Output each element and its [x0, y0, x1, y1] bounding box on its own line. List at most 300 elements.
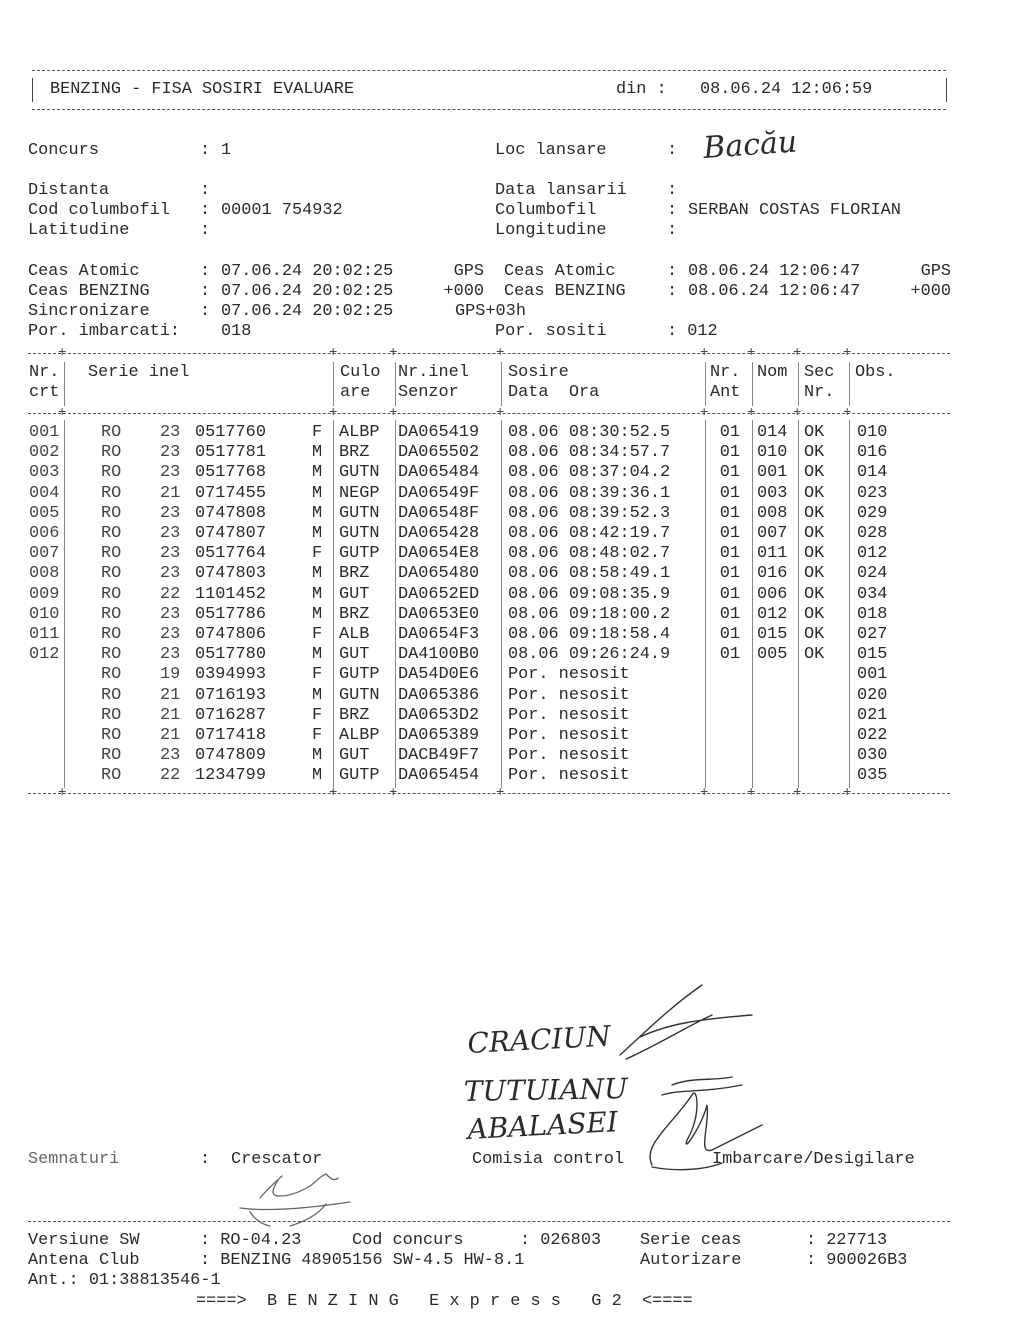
row-obs: 027: [857, 625, 888, 644]
row-nom: 001: [757, 463, 788, 483]
row-sensor: DA065484: [398, 463, 480, 483]
row-sensor: DA0654E8: [398, 544, 480, 564]
row-country: RO: [101, 766, 122, 786]
row-sex: M: [312, 524, 323, 543]
comisia-control-label: Comisia control: [472, 1150, 625, 1169]
column-divider: [395, 362, 396, 406]
row-obs: 015: [857, 645, 888, 665]
row-nom: 010: [757, 443, 788, 463]
column-junction-mark: +: [747, 405, 756, 421]
row-year: 23: [160, 443, 181, 463]
row-ant: 01: [719, 423, 740, 442]
header-sosire-line1: Sosire: [508, 363, 569, 382]
row-nr: 005: [29, 503, 60, 523]
clock-right-sep: :: [667, 262, 678, 281]
row-obs: 018: [857, 604, 888, 624]
signature-name-2: TUTUIANU: [463, 1072, 629, 1108]
row-country: RO: [101, 705, 122, 725]
row-obs: 030: [857, 746, 888, 766]
row-ant: 01: [719, 443, 740, 463]
row-year: 23: [160, 625, 181, 644]
row-obs: 010: [857, 423, 888, 442]
row-color: GUTN: [339, 524, 380, 543]
row-sec: OK: [804, 443, 825, 463]
header-sec-line1: Sec: [804, 363, 835, 382]
column-junction-mark: +: [843, 345, 852, 361]
row-sex: M: [312, 685, 323, 705]
row-sec: OK: [804, 423, 825, 442]
loc-lansare-sep: :: [667, 141, 678, 160]
clock-left-sep: :: [200, 282, 211, 302]
imbarcare-desigilare-label: Imbarcare/Desigilare: [712, 1150, 915, 1169]
row-sensor: DA0653E0: [398, 604, 480, 624]
latitudine-sep: :: [200, 221, 211, 240]
versiune-sw-label: Versiune SW: [28, 1231, 140, 1250]
row-obs: 034: [857, 584, 888, 604]
row-year: 23: [160, 423, 181, 442]
document-title: BENZING - FISA SOSIRI EVALUARE: [50, 80, 355, 99]
column-junction-mark: +: [793, 405, 802, 421]
row-sex: M: [312, 645, 323, 665]
row-sec: OK: [804, 625, 825, 644]
row-arrival: 08.06 08:48:02.7: [508, 544, 671, 564]
autorizare-value: : 900026B3: [806, 1251, 908, 1270]
header-nom-line1: Nom: [757, 363, 788, 382]
row-ring: 0716287: [195, 705, 266, 725]
row-country: RO: [101, 443, 122, 463]
row-nr: 002: [29, 443, 60, 463]
column-junction-mark: +: [389, 345, 398, 361]
row-arrival: Por. nesosit: [508, 766, 630, 786]
clock-right-suffix: GPS: [920, 262, 951, 281]
signature-strokes: [620, 985, 762, 1170]
row-sec: OK: [804, 584, 825, 604]
row-color: GUTP: [339, 665, 380, 685]
signatures-sep: :: [200, 1150, 211, 1169]
column-divider: [501, 420, 502, 788]
row-nom: 003: [757, 483, 788, 503]
column-junction-mark: +: [700, 345, 709, 361]
column-divider: [752, 420, 753, 788]
row-sensor: DA0652ED: [398, 584, 480, 604]
row-sec: OK: [804, 463, 825, 483]
serie-ceas-label: Serie ceas: [640, 1231, 742, 1250]
row-arrival: 08.06 08:39:36.1: [508, 483, 671, 503]
row-country: RO: [101, 524, 122, 543]
row-ant: 01: [719, 463, 740, 483]
row-color: GUTP: [339, 544, 380, 564]
header-culoare-line1: Culo: [340, 363, 381, 382]
row-sensor: DA065502: [398, 443, 480, 463]
clock-left-value: 07.06.24 20:02:25: [221, 262, 394, 281]
row-year: 23: [160, 746, 181, 766]
row-arrival: Por. nesosit: [508, 726, 630, 745]
row-country: RO: [101, 645, 122, 665]
row-ant: 01: [719, 483, 740, 503]
column-junction-mark: +: [58, 345, 67, 361]
table-header-top-rule: [28, 353, 950, 354]
row-country: RO: [101, 483, 122, 503]
clock-left-label: Ceas Atomic: [28, 262, 140, 281]
column-divider: [798, 420, 799, 788]
concurs-label: Concurs: [28, 141, 99, 160]
data-lansarii-sep: :: [667, 181, 678, 200]
row-color: BRZ: [339, 564, 370, 584]
row-sensor: DACB49F7: [398, 746, 480, 766]
column-divider: [501, 362, 502, 406]
row-sensor: DA06549F: [398, 483, 480, 503]
column-junction-mark: +: [58, 784, 67, 801]
column-divider: [333, 420, 334, 788]
row-country: RO: [101, 685, 122, 705]
row-nr: 009: [29, 584, 60, 604]
row-color: ALBP: [339, 423, 380, 442]
row-color: GUTN: [339, 685, 380, 705]
row-nr: 012: [29, 645, 60, 665]
columbofil-sep: :: [667, 201, 678, 220]
footer-rule: [28, 1221, 950, 1222]
row-color: GUT: [339, 645, 370, 665]
row-nr: 006: [29, 524, 60, 543]
header-obs-line1: Obs.: [855, 363, 896, 382]
row-obs: 012: [857, 544, 888, 564]
cod-concurs-label: Cod concurs: [352, 1231, 464, 1250]
por-sositi-label: Por. sositi: [495, 322, 607, 341]
cod-concurs-value: : 026803: [520, 1231, 602, 1250]
row-country: RO: [101, 665, 122, 685]
row-sex: M: [312, 483, 323, 503]
row-sensor: DA065386: [398, 685, 480, 705]
row-color: BRZ: [339, 604, 370, 624]
row-arrival: 08.06 08:58:49.1: [508, 564, 671, 584]
row-arrival: Por. nesosit: [508, 705, 630, 725]
row-sensor: DA54D0E6: [398, 665, 480, 685]
clock-left-label: Ceas BENZING: [28, 282, 150, 302]
row-arrival: Por. nesosit: [508, 685, 630, 705]
row-sex: M: [312, 463, 323, 483]
header-senzor-line1: Nr.inel: [398, 363, 469, 382]
row-sensor: DA065454: [398, 766, 480, 786]
column-junction-mark: +: [496, 405, 505, 421]
row-ring: 0747803: [195, 564, 266, 584]
crescator-label: Crescator: [231, 1150, 323, 1169]
table-header-bottom-rule: [28, 413, 950, 414]
clock-right-label: Ceas BENZING: [504, 282, 626, 302]
clock-left-label: Sincronizare: [28, 302, 150, 322]
por-imbarcati-value: 018: [221, 322, 252, 341]
row-color: ALB: [339, 625, 370, 644]
row-sensor: DA0653D2: [398, 705, 480, 725]
row-ring: 1234799: [195, 766, 266, 786]
clock-left-sep: :: [200, 302, 211, 322]
row-sensor: DA4100B0: [398, 645, 480, 665]
commission-signatures: [440, 975, 780, 1170]
row-arrival: 08.06 09:08:35.9: [508, 584, 671, 604]
row-country: RO: [101, 604, 122, 624]
row-nr: 004: [29, 483, 60, 503]
signatures-label: Semnaturi: [28, 1150, 120, 1169]
row-arrival: Por. nesosit: [508, 665, 630, 685]
row-obs: 001: [857, 665, 888, 685]
latitudine-label: Latitudine: [28, 221, 130, 240]
row-obs: 016: [857, 443, 888, 463]
column-junction-mark: +: [329, 405, 338, 421]
header-nr-line1: Nr.: [29, 363, 60, 382]
longitudine-sep: :: [667, 221, 678, 240]
column-junction-mark: +: [793, 784, 802, 801]
versiune-sw-value: : RO-04.23: [200, 1231, 302, 1250]
antenna-id-line: Ant.: 01:38813546-1: [28, 1271, 221, 1290]
column-junction-mark: +: [747, 784, 756, 801]
serie-ceas-value: : 227713: [806, 1231, 888, 1250]
row-color: GUTP: [339, 766, 380, 786]
row-ring: 0747806: [195, 625, 266, 644]
row-sex: F: [312, 625, 323, 644]
cod-columbofil-value: 00001 754932: [221, 201, 343, 220]
row-color: GUTN: [339, 463, 380, 483]
row-color: GUT: [339, 746, 370, 766]
row-ant: 01: [719, 564, 740, 584]
cod-columbofil-label: Cod columbofil: [28, 201, 170, 220]
row-color: GUT: [339, 584, 370, 604]
column-divider: [64, 362, 65, 406]
row-obs: 022: [857, 726, 888, 745]
row-sensor: DA065480: [398, 564, 480, 584]
row-sensor: DA065428: [398, 524, 480, 543]
row-sex: M: [312, 503, 323, 523]
row-nom: 014: [757, 423, 788, 442]
row-nr: 008: [29, 564, 60, 584]
row-arrival: 08.06 09:26:24.9: [508, 645, 671, 665]
header-ant-line2: Ant: [710, 383, 741, 402]
brand-line: ====> B E N Z I N G E x p r e s s G 2 <====: [196, 1292, 693, 1311]
row-sensor: DA06548F: [398, 503, 480, 523]
clock-right-suffix: +000: [910, 282, 951, 302]
row-nom: 006: [757, 584, 788, 604]
row-arrival: 08.06 08:34:57.7: [508, 443, 671, 463]
header-sosire-line2: Data Ora: [508, 383, 600, 402]
row-sex: M: [312, 604, 323, 624]
row-obs: 028: [857, 524, 888, 543]
row-country: RO: [101, 503, 122, 523]
data-lansarii-label: Data lansarii: [495, 181, 627, 200]
row-sec: OK: [804, 604, 825, 624]
column-junction-mark: +: [700, 405, 709, 421]
row-country: RO: [101, 544, 122, 564]
clock-left-suffix: GPS+03h: [455, 302, 526, 322]
loc-lansare-label: Loc lansare: [495, 141, 607, 160]
row-nom: 015: [757, 625, 788, 644]
column-junction-mark: +: [843, 405, 852, 421]
antena-club-label: Antena Club: [28, 1251, 140, 1270]
column-divider: [798, 362, 799, 406]
row-ring: 0716193: [195, 685, 266, 705]
printed-date-label: din :: [616, 80, 667, 99]
row-year: 19: [160, 665, 181, 685]
column-junction-mark: +: [389, 405, 398, 421]
row-ring: 0517768: [195, 463, 266, 483]
column-junction-mark: +: [700, 784, 709, 801]
row-arrival: 08.06 08:42:19.7: [508, 524, 671, 543]
header-serie-line1: Serie inel: [88, 363, 190, 382]
row-ant: 01: [719, 544, 740, 564]
header-sec-line2: Nr.: [804, 383, 835, 402]
row-year: 22: [160, 766, 181, 786]
row-nr: 001: [29, 423, 60, 442]
header-top-rule: [32, 70, 946, 71]
row-color: BRZ: [339, 705, 370, 725]
header-culoare-line2: are: [340, 383, 371, 402]
row-arrival: 08.06 08:37:04.2: [508, 463, 671, 483]
autorizare-label: Autorizare: [640, 1251, 742, 1270]
row-sensor: DA0654F3: [398, 625, 480, 644]
row-obs: 029: [857, 503, 888, 523]
row-year: 23: [160, 564, 181, 584]
row-ant: 01: [719, 625, 740, 644]
row-ring: 0747809: [195, 746, 266, 766]
columbofil-value: SERBAN COSTAS FLORIAN: [688, 201, 901, 220]
row-country: RO: [101, 746, 122, 766]
longitudine-label: Longitudine: [495, 221, 607, 240]
row-ant: 01: [719, 584, 740, 604]
antena-club-value: : BENZING 48905156 SW-4.5 HW-8.1: [200, 1251, 525, 1270]
row-color: NEGP: [339, 483, 380, 503]
row-sex: M: [312, 584, 323, 604]
column-divider: [849, 420, 850, 788]
header-right-border: [946, 78, 947, 102]
row-year: 23: [160, 604, 181, 624]
header-senzor-line2: Senzor: [398, 383, 459, 402]
signature-name-1: CRACIUN: [466, 1019, 612, 1060]
row-obs: 014: [857, 463, 888, 483]
row-obs: 024: [857, 564, 888, 584]
breeder-signature: [230, 1168, 370, 1228]
row-ring: 0517780: [195, 645, 266, 665]
row-sensor: DA065389: [398, 726, 480, 745]
concurs-value: 1: [221, 141, 232, 160]
row-ant: 01: [719, 524, 740, 543]
row-ring: 0747807: [195, 524, 266, 543]
row-sex: F: [312, 665, 323, 685]
row-color: BRZ: [339, 443, 370, 463]
row-year: 21: [160, 685, 181, 705]
cod-columbofil-sep: :: [200, 201, 211, 220]
row-nom: 007: [757, 524, 788, 543]
row-nr: 007: [29, 544, 60, 564]
row-country: RO: [101, 584, 122, 604]
clock-left-suffix: +000: [443, 282, 484, 302]
row-year: 23: [160, 463, 181, 483]
row-year: 23: [160, 544, 181, 564]
row-sex: M: [312, 443, 323, 463]
por-sositi-value: : 012: [667, 322, 718, 341]
table-bottom-rule: [28, 793, 950, 794]
row-nom: 011: [757, 544, 788, 564]
column-junction-mark: +: [496, 784, 505, 801]
row-obs: 023: [857, 483, 888, 503]
row-nr: 010: [29, 604, 60, 624]
row-obs: 020: [857, 685, 888, 705]
clock-left-sep: :: [200, 262, 211, 281]
row-year: 21: [160, 705, 181, 725]
columbofil-label: Columbofil: [495, 201, 597, 220]
row-sex: F: [312, 705, 323, 725]
row-nom: 008: [757, 503, 788, 523]
column-junction-mark: +: [793, 345, 802, 361]
row-ring: 0717455: [195, 483, 266, 503]
row-ring: 1101452: [195, 584, 266, 604]
row-year: 23: [160, 645, 181, 665]
clock-right-value: 08.06.24 12:06:47: [688, 282, 861, 302]
row-sex: M: [312, 746, 323, 766]
column-junction-mark: +: [843, 784, 852, 801]
row-ant: 01: [719, 503, 740, 523]
row-ring: 0517760: [195, 423, 266, 442]
row-ring: 0747808: [195, 503, 266, 523]
row-sex: F: [312, 544, 323, 564]
column-junction-mark: +: [389, 784, 398, 801]
loc-lansare-value-text: Bacău: [702, 124, 799, 166]
column-junction-mark: +: [329, 345, 338, 361]
row-obs: 021: [857, 705, 888, 725]
column-junction-mark: +: [747, 345, 756, 361]
row-color: ALBP: [339, 726, 380, 745]
row-obs: 035: [857, 766, 888, 786]
row-arrival: Por. nesosit: [508, 746, 630, 766]
row-sec: OK: [804, 645, 825, 665]
row-color: GUTN: [339, 503, 380, 523]
clock-right-sep: :: [667, 282, 678, 302]
header-bottom-rule: [32, 109, 946, 110]
row-nom: 016: [757, 564, 788, 584]
distanta-sep: :: [200, 181, 211, 200]
column-divider: [395, 420, 396, 788]
header-left-border: [32, 78, 33, 102]
row-arrival: 08.06 09:18:00.2: [508, 604, 671, 624]
row-nom: 012: [757, 604, 788, 624]
column-junction-mark: +: [58, 405, 67, 421]
row-sensor: DA065419: [398, 423, 480, 442]
signature-name-3: ABALASEI: [466, 1105, 619, 1146]
row-year: 21: [160, 726, 181, 745]
row-country: RO: [101, 564, 122, 584]
column-junction-mark: +: [329, 784, 338, 801]
row-arrival: 08.06 08:30:52.5: [508, 423, 671, 442]
row-year: 23: [160, 524, 181, 543]
row-year: 21: [160, 483, 181, 503]
column-divider: [705, 362, 706, 406]
row-ring: 0517786: [195, 604, 266, 624]
row-country: RO: [101, 423, 122, 442]
column-junction-mark: +: [496, 345, 505, 361]
column-divider: [64, 420, 65, 788]
row-sec: OK: [804, 503, 825, 523]
row-sec: OK: [804, 524, 825, 543]
row-arrival: 08.06 09:18:58.4: [508, 625, 671, 644]
row-country: RO: [101, 625, 122, 644]
row-sex: M: [312, 564, 323, 584]
por-imbarcati-label: Por. imbarcati:: [28, 322, 181, 341]
concurs-sep: :: [200, 141, 211, 160]
clock-left-value: 07.06.24 20:02:25: [221, 302, 394, 322]
column-divider: [849, 362, 850, 406]
column-divider: [333, 362, 334, 406]
row-year: 23: [160, 503, 181, 523]
clock-left-value: 07.06.24 20:02:25: [221, 282, 394, 302]
loc-lansare-handwritten-value: [700, 116, 860, 172]
header-ant-line1: Nr.: [710, 363, 741, 382]
row-nom: 005: [757, 645, 788, 665]
